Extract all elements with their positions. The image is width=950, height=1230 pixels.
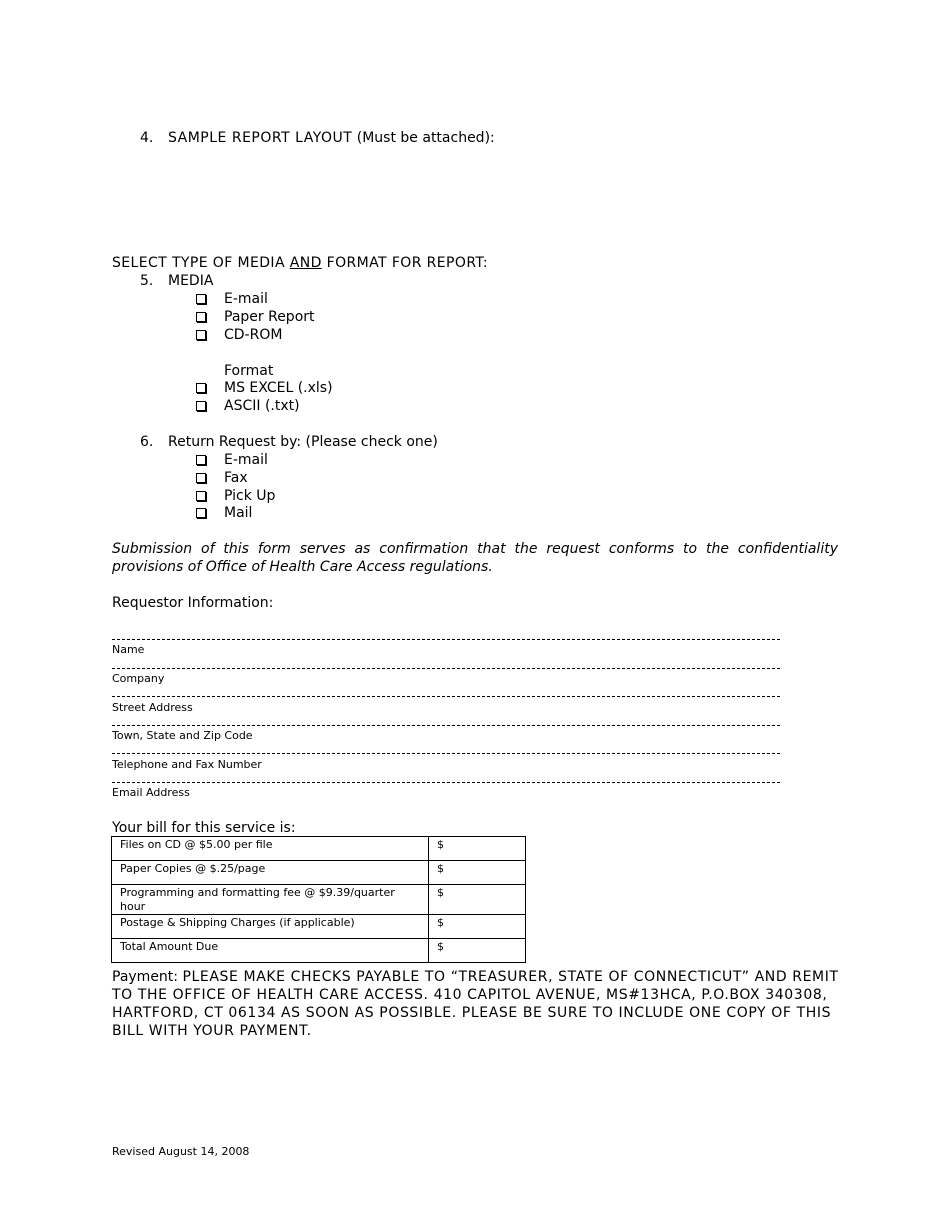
name-line[interactable] bbox=[112, 639, 780, 640]
section-5-label: MEDIA bbox=[168, 273, 214, 289]
company-field-label: Company bbox=[112, 672, 165, 685]
requestor-heading: Requestor Information: bbox=[112, 595, 274, 611]
town-state-zip-field-label: Town, State and Zip Code bbox=[112, 729, 253, 742]
select-media-heading bbox=[112, 254, 488, 272]
heading-part-2: FORMAT FOR REPORT: bbox=[321, 255, 488, 271]
section-4-note: (Must be attached): bbox=[356, 130, 495, 146]
payment-text: PLEASE MAKE CHECKS PAYABLE TO “TREASURER, STATE OF CONNECTICUT” AND REMIT TO THE OFFICE OF HEALTH CARE ACCESS. 410 CAPITOL AVENUE, MS#13HCA, P.O.BOX 340308, HARTFORD, CT 06134 AS SOON AS POSSIBLE. PLEASE BE SURE TO INCLUDE ONE COPY OF THIS BILL WITH YOUR PAYMENT. bbox=[112, 969, 839, 1039]
section-4-label: SAMPLE REPORT LAYOUT bbox=[168, 130, 353, 146]
bill-item-label: Programming and formatting fee @ $9.39/quarter hour bbox=[112, 885, 429, 915]
section-5-number: 5. bbox=[140, 273, 154, 289]
checkbox-icon[interactable] bbox=[196, 294, 206, 304]
format-option-label: ASCII (.txt) bbox=[224, 398, 300, 414]
checkbox-icon[interactable] bbox=[196, 401, 206, 411]
town-state-zip-line[interactable] bbox=[112, 725, 780, 726]
street-address-field-label: Street Address bbox=[112, 701, 193, 714]
section-4-number: 4. bbox=[140, 130, 154, 146]
section-6-label: Return Request by: (Please check one) bbox=[168, 434, 438, 450]
checkbox-icon[interactable] bbox=[196, 455, 206, 465]
return-option-label: Pick Up bbox=[224, 488, 276, 504]
table-row bbox=[112, 885, 526, 915]
bill-item-amount[interactable]: $ bbox=[429, 837, 526, 861]
confidentiality-statement: Submission of this form serves as confirmation that the request conforms to the confidentiality provisions of Office of Health Care Access regulations. bbox=[112, 541, 838, 575]
bill-total-label: Total Amount Due bbox=[112, 939, 429, 963]
bill-item-label: Postage & Shipping Charges (if applicable) bbox=[112, 915, 429, 939]
section-6-number: 6. bbox=[140, 434, 154, 450]
table-row bbox=[112, 861, 526, 885]
format-heading: Format bbox=[224, 363, 274, 379]
format-option-label: MS EXCEL (.xls) bbox=[224, 380, 333, 396]
table-row bbox=[112, 939, 526, 963]
table-row bbox=[112, 915, 526, 939]
checkbox-icon[interactable] bbox=[196, 312, 206, 322]
bill-item-amount[interactable]: $ bbox=[429, 915, 526, 939]
bill-item-label: Paper Copies @ $.25/page bbox=[112, 861, 429, 885]
email-address-field-label: Email Address bbox=[112, 786, 190, 799]
section-4-title bbox=[168, 129, 495, 147]
checkbox-icon[interactable] bbox=[196, 330, 206, 340]
telephone-fax-field-label: Telephone and Fax Number bbox=[112, 758, 262, 771]
bill-item-amount[interactable]: $ bbox=[429, 885, 526, 915]
checkbox-icon[interactable] bbox=[196, 473, 206, 483]
checkbox-icon[interactable] bbox=[196, 508, 206, 518]
table-row bbox=[112, 837, 526, 861]
media-option-label: CD-ROM bbox=[224, 327, 283, 343]
payment-label: Payment: bbox=[112, 969, 183, 985]
heading-part-1: SELECT TYPE OF MEDIA bbox=[112, 255, 290, 271]
media-option-label: Paper Report bbox=[224, 309, 315, 325]
street-address-line[interactable] bbox=[112, 696, 780, 697]
telephone-fax-line[interactable] bbox=[112, 753, 780, 754]
email-address-line[interactable] bbox=[112, 782, 780, 783]
checkbox-icon[interactable] bbox=[196, 491, 206, 501]
name-field-label: Name bbox=[112, 643, 145, 656]
heading-emphasis: AND bbox=[289, 255, 322, 271]
bill-heading: Your bill for this service is: bbox=[112, 820, 296, 836]
bill-item-amount[interactable]: $ bbox=[429, 861, 526, 885]
return-option-label: Mail bbox=[224, 505, 253, 521]
bill-item-label: Files on CD @ $5.00 per file bbox=[112, 837, 429, 861]
payment-instructions bbox=[112, 968, 842, 1040]
media-option-label: E-mail bbox=[224, 291, 268, 307]
company-line[interactable] bbox=[112, 668, 780, 669]
return-option-label: E-mail bbox=[224, 452, 268, 468]
bill-table bbox=[111, 836, 526, 963]
return-option-label: Fax bbox=[224, 470, 248, 486]
bill-total-amount[interactable]: $ bbox=[429, 939, 526, 963]
revision-date: Revised August 14, 2008 bbox=[112, 1145, 250, 1158]
checkbox-icon[interactable] bbox=[196, 383, 206, 393]
